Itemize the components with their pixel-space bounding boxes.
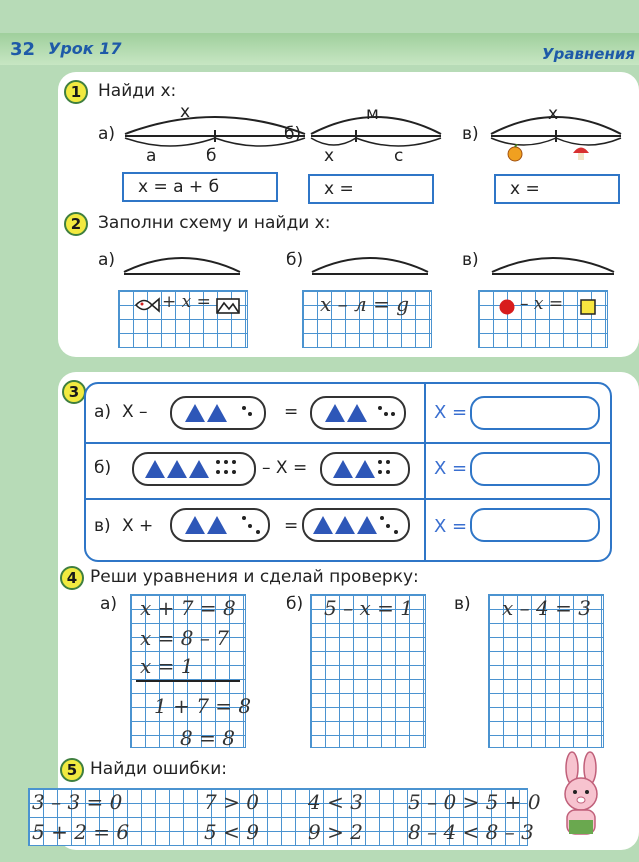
task4-number: 4 (60, 566, 84, 590)
fish-icon (134, 296, 160, 314)
task1-c-top: x (548, 104, 559, 124)
task1-b-top: м (366, 104, 379, 124)
task4-b-label: б) (286, 594, 304, 614)
panel-tasks-1-2 (58, 72, 639, 357)
task5-r2-1: 5 + 2 = 6 (32, 820, 130, 844)
task3-c-answer-label: X = (434, 516, 468, 537)
task1-number: 1 (64, 80, 88, 104)
task3-b-dots-left (214, 456, 250, 482)
task2-a-label: а) (98, 250, 116, 270)
task4-c-label: в) (454, 594, 471, 614)
task3-a-label: а) (94, 402, 112, 422)
task3-a-answer-label: X = (434, 402, 468, 423)
task3-c-prefix: X + (122, 516, 154, 536)
task5-r2-2: 5 < 9 (204, 820, 259, 844)
task5-r1-4: 5 – 0 > 5 + 0 (408, 790, 541, 814)
task1-b-label: б) (284, 124, 302, 144)
task5-r1-2: 7 > 0 (204, 790, 259, 814)
task2-b-scheme (308, 244, 432, 280)
task3-c-answer-box[interactable] (470, 508, 600, 542)
task3-b-label: б) (94, 458, 112, 478)
task3-a-answer-box[interactable] (470, 396, 600, 430)
task4-a-line-5: 8 = 8 (180, 726, 235, 750)
task2-number: 2 (64, 212, 88, 236)
task3-a-dots-right (376, 402, 398, 422)
task1-b-answer[interactable]: x = (308, 174, 434, 204)
task2-b-label: б) (286, 250, 304, 270)
apple-icon (506, 144, 524, 162)
task2-a-formula: + x = (162, 292, 211, 312)
task2-c-scheme (488, 244, 618, 280)
task3-a-mid: = (284, 402, 299, 422)
task1-a-label: а) (98, 124, 116, 144)
task1-title: Найди x: (98, 81, 177, 101)
page-header (0, 33, 639, 65)
task5-r1-3: 4 < 3 (308, 790, 363, 814)
task1-c-label: в) (462, 124, 479, 144)
task5-number: 5 (60, 758, 84, 782)
task2-c-label: в) (462, 250, 479, 270)
task3-a-prefix: X – (122, 402, 148, 422)
task4-c-equation: x – 4 = 3 (502, 596, 591, 620)
task3-c-mid: = (284, 516, 299, 536)
task2-c-formula: – x = (520, 294, 564, 314)
task3-divider-h2 (86, 498, 610, 500)
task5-r1-1: 3 – 3 = 0 (32, 790, 123, 814)
task2-title: Заполни схему и найди x: (98, 213, 331, 233)
task3-divider-v (424, 384, 426, 560)
task3-b-answer-label: X = (434, 458, 468, 479)
task1-a-top: x (180, 102, 191, 122)
task3-b-mid: – X = (262, 458, 308, 478)
task4-a-line-4: 1 + 7 = 8 (154, 694, 252, 718)
task4-a-label: а) (100, 594, 118, 614)
task3-b-answer-box[interactable] (470, 452, 600, 486)
task1-a-answer[interactable]: x = a + б (122, 172, 278, 202)
task1-b-left: x (324, 146, 335, 166)
lesson-title: Урок 17 (48, 39, 122, 58)
task3-number: 3 (62, 380, 86, 404)
task4-a-line-1: x + 7 = 8 (140, 596, 236, 620)
task1-a-right: б (206, 146, 217, 166)
task1-b-right: c (394, 146, 404, 166)
red-circle-icon (498, 298, 516, 316)
task5-title: Найди ошибки: (90, 759, 227, 779)
task4-a-line-3: x = 1 (140, 654, 194, 678)
task5-r2-3: 9 > 2 (308, 820, 363, 844)
task3-c-dots-right (378, 512, 404, 538)
task2-b-formula: x – л = g (320, 292, 410, 316)
topic-title: Уравнения (542, 45, 635, 63)
task3-a-dots-left (240, 402, 260, 422)
panel-tasks-3-5 (32, 372, 639, 850)
task4-a-line-2: x = 8 – 7 (140, 626, 229, 650)
task3-c-dots-left (240, 512, 266, 538)
bunny-icon (550, 750, 614, 842)
task3-b-dots-right (376, 456, 398, 482)
task3-c-label: в) (94, 516, 111, 536)
task4-title: Реши уравнения и сделай проверку: (90, 567, 419, 587)
page-number: 32 (10, 39, 36, 60)
task4-a-separator (136, 680, 240, 682)
yellow-square-icon (580, 299, 596, 315)
envelope-icon (216, 298, 240, 314)
mushroom-icon (572, 144, 590, 162)
task2-a-scheme (120, 244, 244, 280)
task1-c-answer[interactable]: x = (494, 174, 620, 204)
task4-b-equation: 5 – x = 1 (324, 596, 413, 620)
task5-r2-4: 8 – 4 < 8 – 3 (408, 820, 534, 844)
task1-a-left: a (146, 146, 157, 166)
task3-divider-h1 (86, 442, 610, 444)
